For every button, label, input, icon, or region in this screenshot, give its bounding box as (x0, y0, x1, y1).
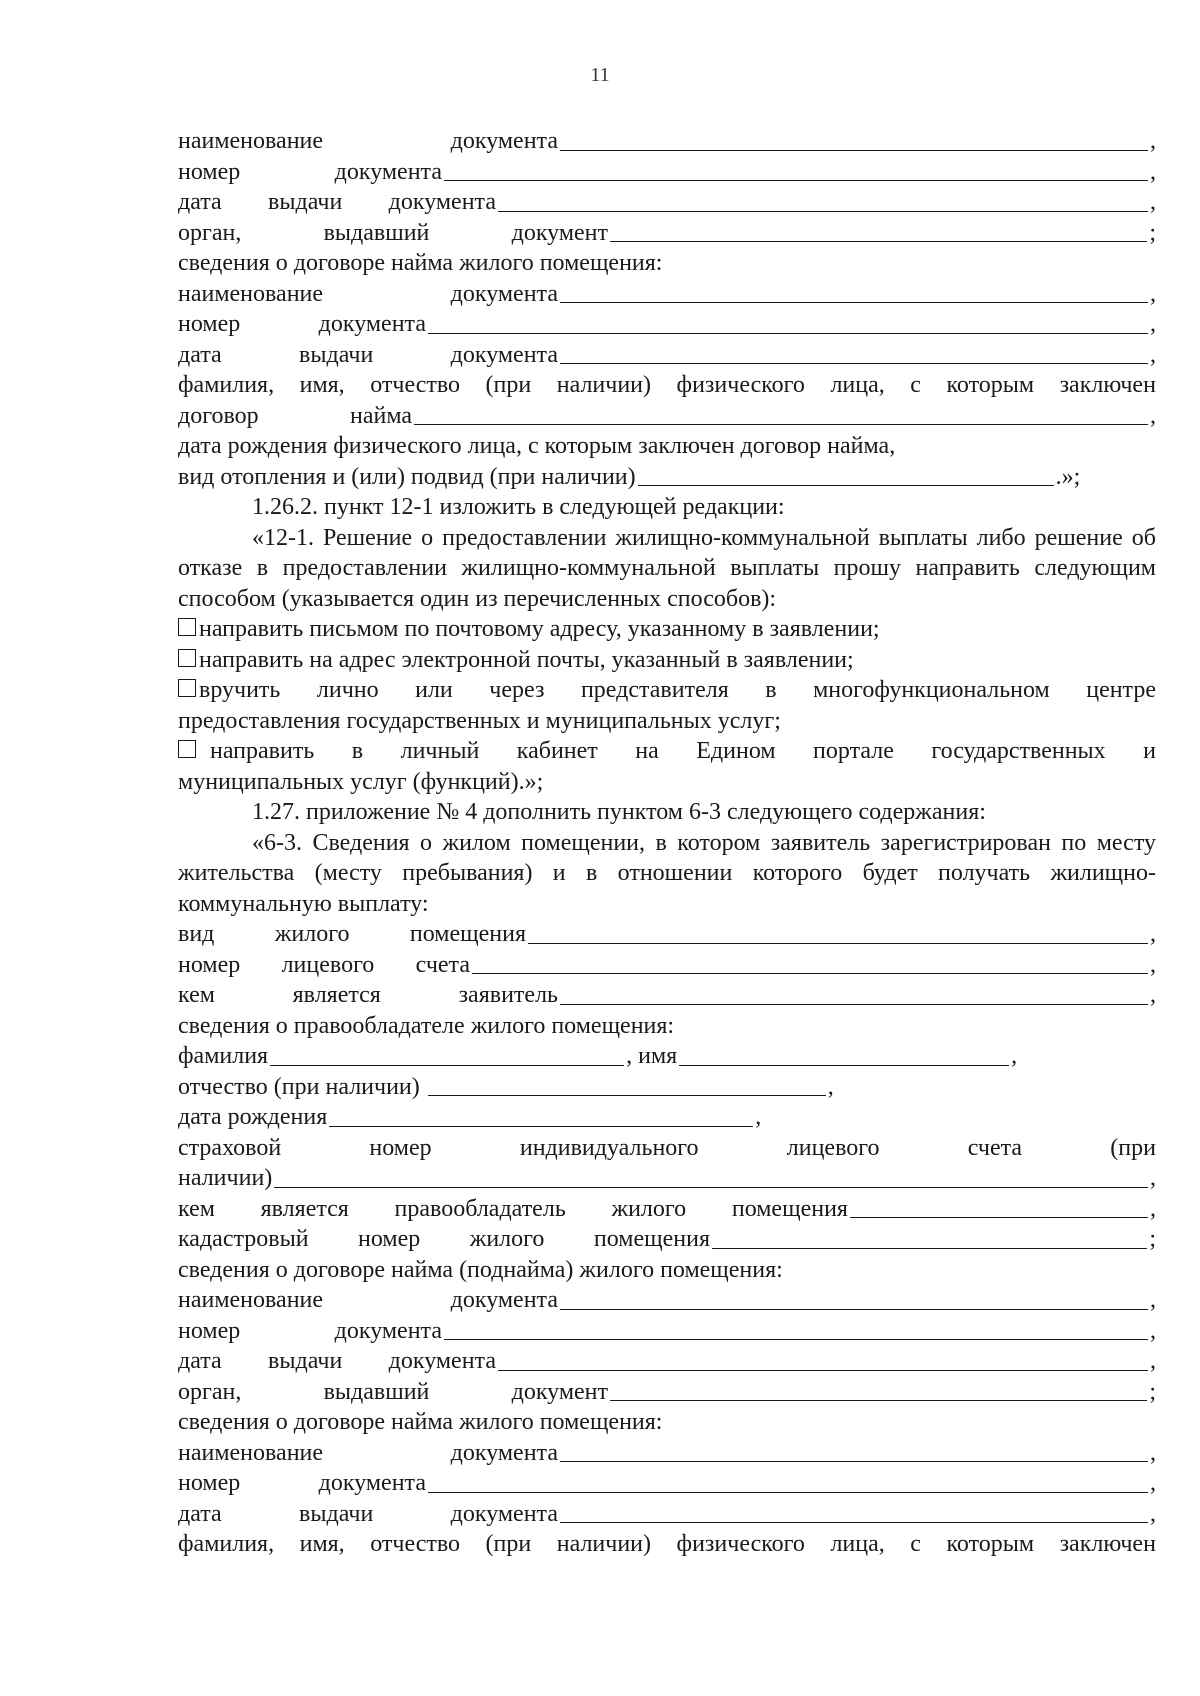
patronymic-field: отчество (при наличии) , (178, 1073, 834, 1100)
lease-date-field: дата выдачи документа , (178, 340, 1156, 371)
doc-name-field-2: наименование документа , (178, 1285, 1156, 1316)
blank-field[interactable] (498, 1369, 1148, 1371)
surname-name-field: фамилия , имя , (178, 1043, 1018, 1069)
field-label: наименование документа (178, 128, 558, 154)
owner-birth-field: дата рождения , (178, 1104, 762, 1130)
doc-number-field-2: номер документа , (178, 1316, 1156, 1347)
option-portal: направить в личный кабинет на Едином портале государственных и (178, 736, 1156, 767)
blank-field[interactable] (528, 942, 1148, 944)
field-label: кем является заявитель (178, 982, 558, 1008)
blank-field[interactable] (560, 149, 1148, 151)
lease-date-field-2: дата выдачи документа , (178, 1499, 1156, 1530)
snils-field: наличии) , (178, 1165, 1156, 1191)
option-in-person: вручить лично или через представителя в многофункциональном центре (178, 675, 1156, 706)
field-label: наименование документа (178, 1287, 558, 1313)
checkbox[interactable] (178, 679, 196, 697)
blank-field[interactable] (610, 1399, 1147, 1401)
blank-field[interactable] (428, 1094, 826, 1096)
field-label: наименование документа (178, 280, 558, 307)
sublease-heading: сведения о договоре найма (поднайма) жилого помещения: (178, 1256, 783, 1283)
checkbox[interactable] (178, 618, 196, 636)
field-label: номер документа (178, 158, 442, 185)
blank-field[interactable] (560, 1460, 1148, 1462)
field-label: орган, выдавший документ (178, 219, 608, 246)
snils-line: страховой номер индивидуального лицевого счета (при (178, 1134, 1156, 1161)
field-label: номер документа (178, 1470, 426, 1496)
blank-field[interactable] (560, 301, 1148, 303)
para-6-3: «6-3. Сведения о жилом помещении, в котором заявитель зарегистрирован по месту жительства (месту пребывания) и в отношении которого будет получать жилищно-коммунальную выплату: (178, 829, 1156, 917)
field-label: договор найма (178, 402, 412, 429)
checkbox[interactable] (178, 649, 196, 667)
blank-field[interactable] (428, 332, 1148, 334)
owner-heading: сведения о правообладателе жилого помещения: (178, 1012, 675, 1039)
blank-field[interactable] (560, 1003, 1148, 1005)
contract-field: договор найма , (178, 401, 1156, 432)
field-label: номер документа (178, 1317, 442, 1344)
blank-field[interactable] (610, 240, 1147, 242)
blank-field[interactable] (274, 1186, 1148, 1188)
para-12-1: «12-1. Решение о предоставлении жилищно-коммунальной выплаты либо решение об отказе в предоставлении жилищно-коммунальной выплаты прошу направить следующим способом (указывается один из перечисленных способов): (178, 524, 1156, 612)
blank-field[interactable] (414, 423, 1148, 425)
room-type-field: вид жилого помещения , (178, 919, 1156, 950)
lease-heading-2: сведения о договоре найма жилого помещения: (178, 1409, 663, 1435)
item-1-26-2: 1.26.2. пункт 12-1 изложить в следующей редакции: (252, 494, 785, 520)
lease-number-field-2: номер документа , (178, 1468, 1156, 1499)
checkbox[interactable] (178, 740, 196, 758)
option-in-person-cont: предоставления государственных и муниципальных услуг; (178, 707, 781, 734)
doc-issuer-field-2: орган, выдавший документ ; (178, 1377, 1156, 1408)
blank-field[interactable] (329, 1125, 753, 1127)
cadastral-field: кадастровый номер жилого помещения ; (178, 1224, 1156, 1255)
blank-field[interactable] (679, 1064, 1009, 1066)
document-body (178, 126, 1156, 1560)
fio-line: фамилия, имя, отчество (при наличии) физического лица, с которым заключен (178, 372, 1156, 398)
field-label: орган, выдавший документ (178, 1378, 608, 1405)
doc-date-field-2: дата выдачи документа , (178, 1346, 1156, 1377)
item-1-27: 1.27. приложение № 4 дополнить пунктом 6-3 следующего содержания: (252, 799, 986, 825)
field-label: номер лицевого счета (178, 951, 470, 978)
option-portal-cont: муниципальных услуг (функций).»; (178, 768, 544, 795)
field-label: номер документа (178, 311, 426, 337)
blank-field[interactable] (560, 362, 1148, 364)
lease-name-field-2: наименование документа , (178, 1438, 1156, 1469)
doc-date-field: дата выдачи документа , (178, 187, 1156, 218)
blank-field[interactable] (444, 179, 1148, 181)
blank-field[interactable] (850, 1216, 1148, 1218)
blank-field[interactable] (472, 972, 1148, 974)
blank-field[interactable] (638, 484, 1054, 486)
field-label: кем является правообладатель жилого помещения (178, 1195, 848, 1222)
blank-field[interactable] (498, 210, 1148, 212)
page-number: 11 (590, 64, 610, 86)
blank-field[interactable] (560, 1308, 1148, 1310)
lease-name-field: наименование документа , (178, 279, 1156, 310)
account-field: номер лицевого счета , (178, 950, 1156, 981)
fio-line-2: фамилия, имя, отчество (при наличии) физического лица, с которым заключен (178, 1531, 1156, 1557)
lease-heading: сведения о договоре найма жилого помещения: (178, 250, 663, 276)
doc-number-field: номер документа , (178, 157, 1156, 188)
option-mail: направить письмом по почтовому адресу, указанному в заявлении; (178, 614, 1156, 645)
lease-number-field: номер документа , (178, 309, 1156, 340)
blank-field[interactable] (712, 1247, 1147, 1249)
owner-who-field: кем является правообладатель жилого помещения , (178, 1194, 1156, 1225)
field-label: вид жилого помещения (178, 921, 526, 947)
field-label: наименование документа (178, 1439, 558, 1466)
field-label: дата выдачи документа (178, 1500, 558, 1527)
birth-line: дата рождения физического лица, с которым заключен договор найма, (178, 433, 896, 459)
field-label: дата выдачи документа (178, 189, 496, 215)
blank-field[interactable] (428, 1491, 1148, 1493)
doc-name-field: наименование документа , (178, 126, 1156, 157)
blank-field[interactable] (270, 1064, 624, 1066)
field-label: вид отопления и (или) подвид (при наличии) (178, 463, 636, 490)
who-field: кем является заявитель , (178, 980, 1156, 1011)
option-email: направить на адрес электронной почты, указанный в заявлении; (178, 645, 1156, 676)
doc-issuer-field: орган, выдавший документ ; (178, 218, 1156, 249)
field-label: дата выдачи документа (178, 341, 558, 368)
field-label: дата выдачи документа (178, 1348, 496, 1374)
blank-field[interactable] (560, 1521, 1148, 1523)
field-label: кадастровый номер жилого помещения (178, 1226, 710, 1252)
blank-field[interactable] (444, 1338, 1148, 1340)
heating-field: вид отопления и (или) подвид (при наличии) .»; (178, 462, 1156, 493)
